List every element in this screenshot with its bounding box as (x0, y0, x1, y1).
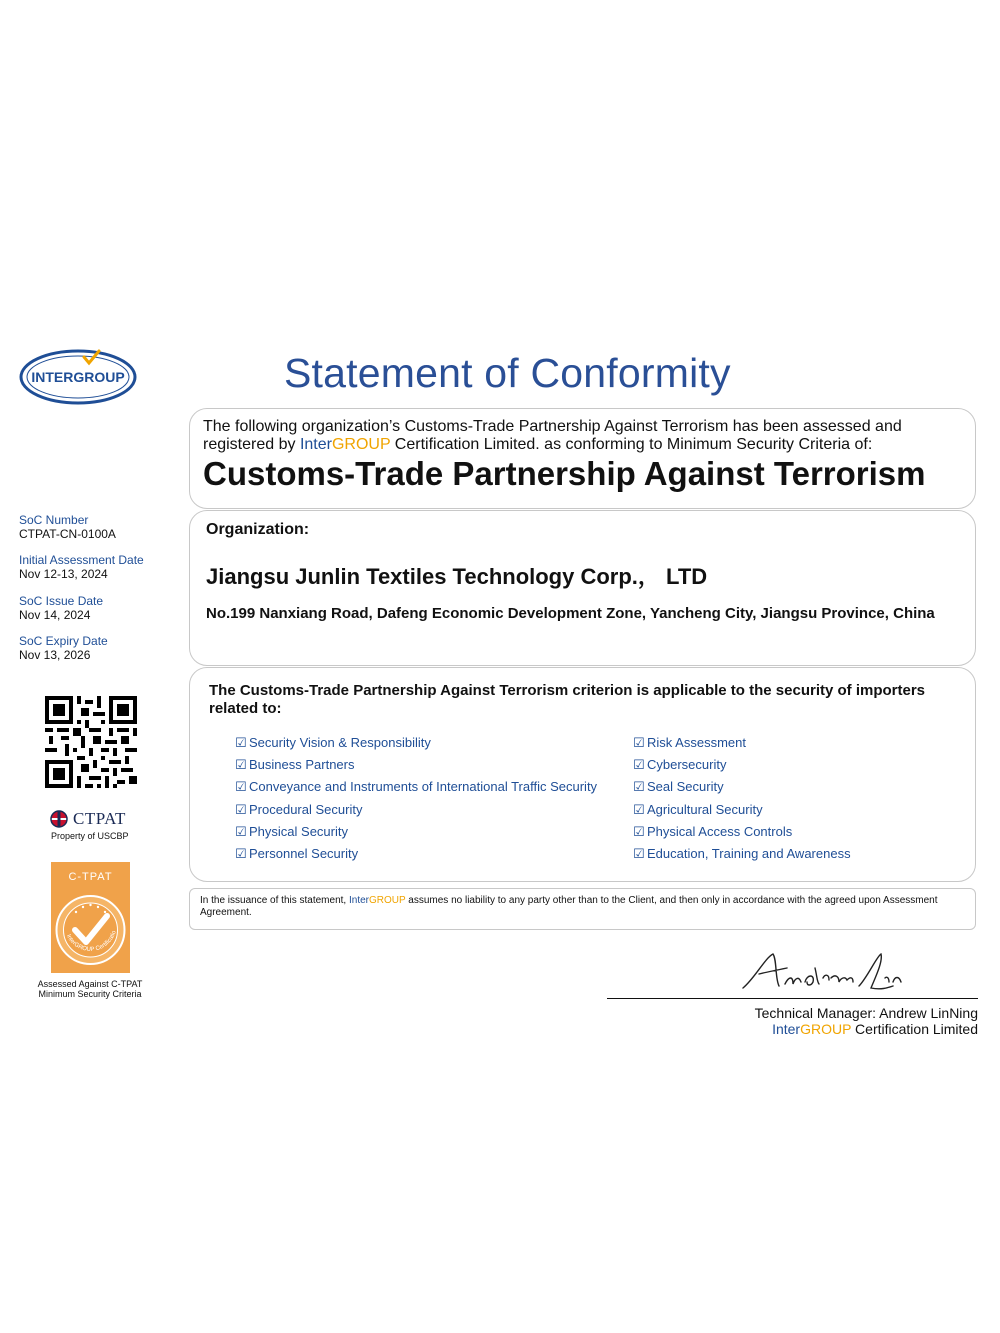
intergroup-logo (18, 348, 138, 406)
page-title: Statement of Conformity (284, 350, 731, 396)
svg-text:InterGROUP Certification: InterGROUP Certificatio (64, 930, 118, 954)
checkbox-checked-icon: ☑ (235, 757, 247, 773)
list-item: ☑ Procedural Security (235, 799, 597, 821)
checkbox-checked-icon: ☑ (235, 779, 247, 795)
checkbox-checked-icon: ☑ (633, 801, 645, 817)
checkbox-checked-icon: ☑ (235, 845, 247, 861)
handwritten-signature (735, 935, 905, 1000)
list-item: ☑ Security Vision & Responsibility (235, 732, 597, 754)
svg-text:Andrew Lin: Andrew Lin (735, 935, 816, 952)
initial-assessment-date: Initial Assessment Date Nov 12-13, 2024 (19, 553, 144, 581)
list-item: ☑ Seal Security (633, 776, 851, 798)
svg-text:INTERGROUP: INTERGROUP (31, 369, 125, 385)
standard-title: Customs-Trade Partnership Against Terrorism (203, 455, 926, 492)
soc-expiry-date: SoC Expiry Date Nov 13, 2026 (19, 634, 108, 662)
signature-line (607, 998, 978, 999)
organization-name: Jiangsu Junlin Textiles Technology Corp.， LTD (206, 564, 708, 589)
organization-address: No.199 Nanxiang Road, Dafeng Economic Development Zone, Yancheng City, Jiangsu Province, China (206, 605, 935, 622)
list-item: ☑ Risk Assessment (633, 732, 851, 754)
ctpat-globe-icon (48, 810, 70, 828)
list-item: ☑ Education, Training and Awareness (633, 843, 851, 865)
signatory-role: Technical Manager: Andrew LinNing (754, 1005, 978, 1021)
signatory (607, 1005, 978, 1037)
list-item: ☑ Agricultural Security (633, 799, 851, 821)
certification-check-icon (51, 890, 130, 970)
list-item: ☑ Cybersecurity (633, 754, 851, 776)
criteria-list-right (633, 732, 851, 865)
criteria-list-left (235, 732, 597, 865)
checkbox-checked-icon: ☑ (235, 801, 247, 817)
organization-label: Organization: (206, 521, 310, 538)
list-item: ☑ Physical Access Controls (633, 821, 851, 843)
signatory-company: InterGROUP Certification Limited (772, 1021, 978, 1037)
checkbox-checked-icon: ☑ (633, 845, 645, 861)
criterion-text: The Customs-Trade Partnership Against Terrorism criterion is applicable to the security of importers related to: (209, 682, 926, 717)
list-item: ☑ Physical Security (235, 821, 597, 843)
checkbox-checked-icon: ☑ (235, 823, 247, 839)
checkbox-checked-icon: ☑ (633, 823, 645, 839)
seal-caption: Assessed Against C-TPAT Minimum Security Criteria (37, 979, 143, 999)
soc-issue-date: SoC Issue Date Nov 14, 2024 (19, 594, 104, 622)
intro-text (203, 418, 963, 454)
disclaimer-text: In the issuance of this statement, InterGROUP assumes no liability to any party other than to the Client, and then only in accordance with the agreed upon Assessment Agreement. (200, 895, 938, 918)
list-item: ☑ Personnel Security (235, 843, 597, 865)
intro-line1: The following organization’s Customs-Trade Partnership Against Terrorism has been assessed and (203, 418, 902, 435)
checkbox-checked-icon: ☑ (633, 779, 645, 795)
list-item: ☑ Conveyance and Instruments of International Traffic Security (235, 776, 597, 798)
checkbox-checked-icon: ☑ (633, 757, 645, 773)
checkbox-checked-icon: ☑ (235, 735, 247, 750)
ctpat-seal: C-TPAT InterGROUP Certificatio (51, 862, 130, 973)
brand-inter: Inter (299, 436, 332, 453)
qr-code-icon (45, 696, 137, 788)
soc-number: SoC Number CTPAT-CN-0100A (19, 513, 116, 541)
intro-line2: registered by InterGROUP Certification Limited. as conforming to Minimum Security Criteria of: (203, 436, 873, 453)
brand-group: GROUP (331, 436, 391, 453)
ctpat-mark: CTPAT Property of USCBP (48, 809, 138, 841)
list-item: ☑ Business Partners (235, 754, 597, 776)
checkbox-checked-icon: ☑ (633, 735, 645, 750)
